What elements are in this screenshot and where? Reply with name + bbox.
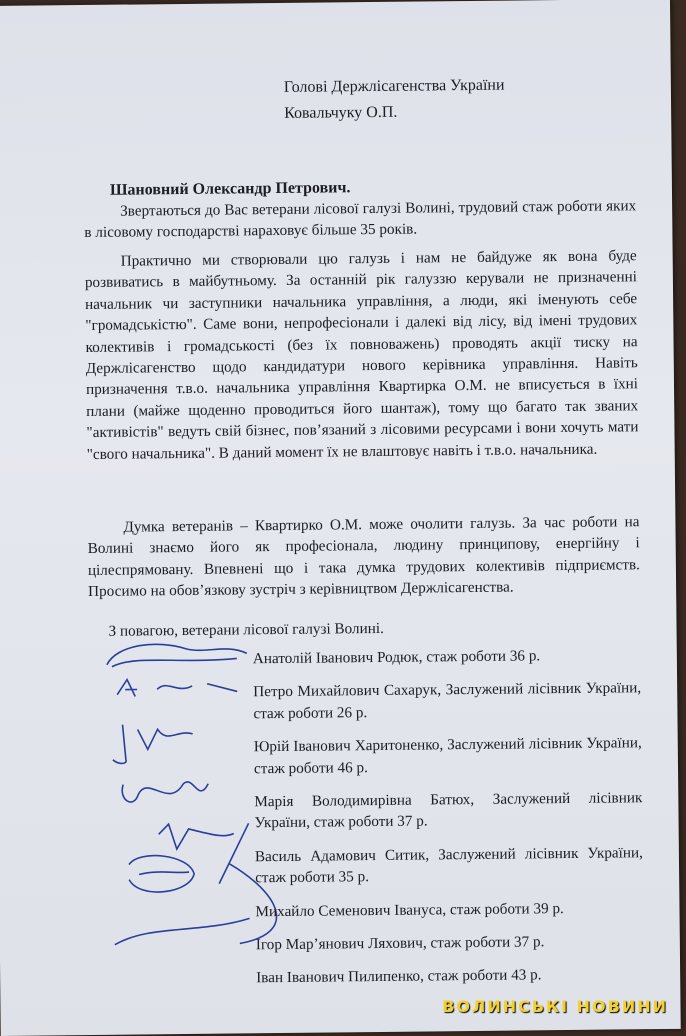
signature (122, 782, 208, 802)
paragraph: Практично ми створювали цю галузь і нам не байдуже як вона буде розвиватись в майбутньому. За останній рік галуззю керували не призначенні начальник чи заступники начальника управління, а люди, які іменують себе "громадськістю". Саме вони, непрофесіонали і далекі від лісу, від імені трудових колективів і громадськості (без їх повноважень) проводять акції тиску на Держлісагенство щодо кандидатури нового керівника управління. Навіть призначення т.в.о. начальника управління Квартирка О.М. не вписується в їхні плани (майже щоденно проводиться його шантаж), тому що багато так званих "активістів" ведуть свій бізнес, пов’язаний з лісовими ресурсами і вони хочуть мати "свого начальника". В даний момент їх не влаштовує навіть і т.в.о. начальника. (84, 247, 639, 463)
signer: Іван Іванович Пилипенко, стаж роботи 43 р. (256, 966, 542, 987)
signer: Ігор Мар’янович Ляхович, стаж роботи 37 р. (255, 933, 545, 954)
addressee-line: Ковальчуку О.П. (284, 103, 398, 122)
signature (113, 724, 193, 764)
watermark: ВОЛИНСЬКІ НОВИНИ (442, 997, 668, 1016)
signature (129, 855, 194, 892)
paragraph: Думка ветеранів – Квартирко О.М. може очолити галузь. За час роботи на Волині знаємо його як професіонала, людину принципову, енергійну і цілеспрямовану. Впевнені що і така думка трудових колективів підприємств. Просимо на обов’язкову зустріч з керівництвом Держлісагенства. (87, 513, 640, 601)
signer: Марія Володимирівна Батюх, Заслужений лісівник України, стаж роботи 37 р. (254, 789, 643, 832)
signature (117, 678, 237, 696)
closing: З повагою, ветерани лісової галузі Волині. (108, 619, 384, 640)
signature (107, 643, 247, 666)
signer: Юрій Іванович Харитоненко, Заслужений лісівник України, стаж роботи 46 р. (253, 734, 642, 777)
signer-list (253, 644, 645, 1001)
signer: Анатолій Іванович Родюк, стаж роботи 36 р. (252, 647, 541, 668)
paragraph: Звертаються до Вас ветерани лісової галузі Волині, трудовий стаж роботи яких в лісовому господарстві нараховує більше 35 років. (84, 197, 637, 242)
addressee (284, 73, 505, 127)
addressee-line: Голові Держлісагенства України (283, 76, 505, 96)
signature (159, 823, 250, 884)
signer: Василь Адамович Ситик, Заслужений лісівник України, стаж роботи 35 р. (254, 844, 643, 887)
greeting: Шановний Олександр Петрович. (109, 179, 351, 199)
signer: Михайло Семенович Івануса, стаж роботи 39 р. (255, 899, 564, 920)
signature (114, 863, 277, 945)
signer: Петро Михайлович Сахарук, Заслужений лісівник України, стаж роботи 26 р. (253, 679, 642, 723)
